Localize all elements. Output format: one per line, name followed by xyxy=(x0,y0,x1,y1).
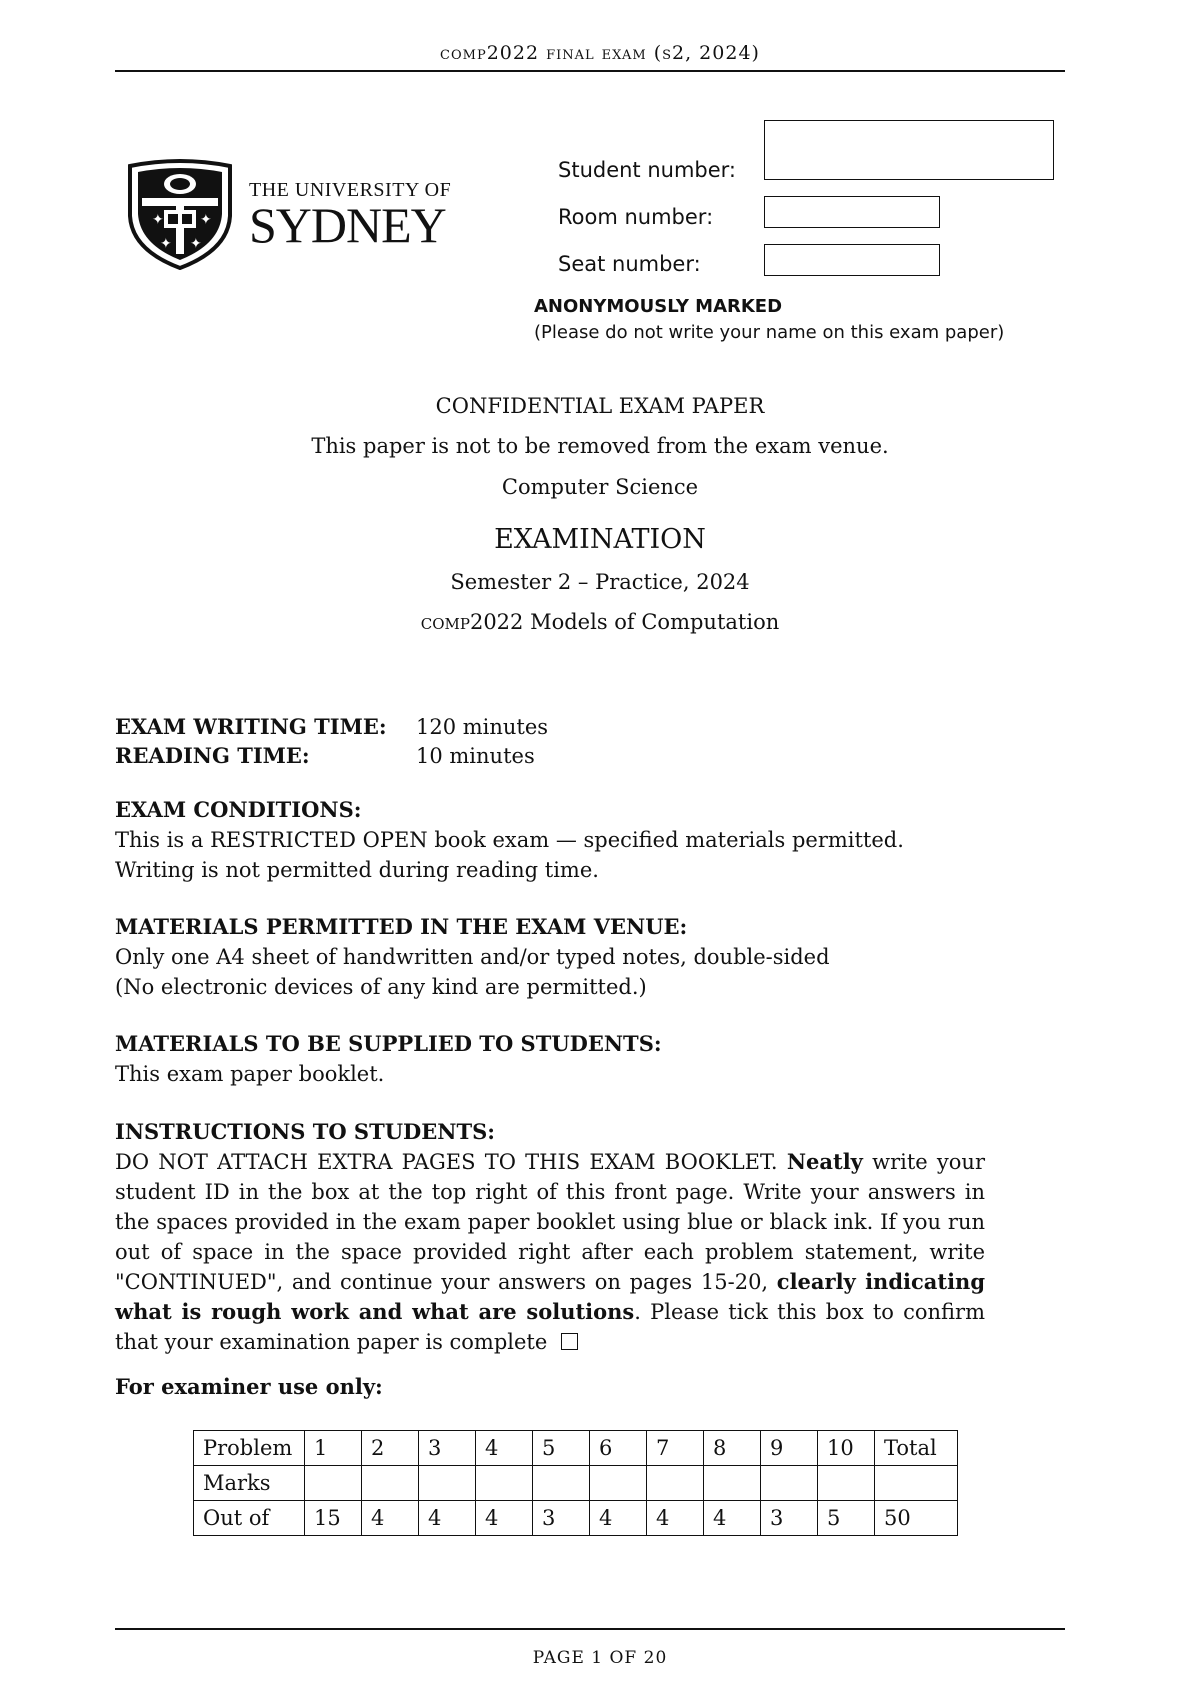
table-cell: 7 xyxy=(647,1431,704,1466)
instructions-rough-work: clearly indicating what is rough work and what are solutions xyxy=(115,1269,986,1324)
table-cell: 3 xyxy=(761,1501,818,1536)
logo-wordmark xyxy=(249,179,452,253)
marks-entry-cell[interactable] xyxy=(875,1466,958,1501)
table-cell: 50 xyxy=(875,1501,958,1536)
marks-entry-cell[interactable] xyxy=(590,1466,647,1501)
table-cell: 4 xyxy=(362,1501,419,1536)
writing-time-value: 120 minutes xyxy=(416,715,549,739)
reading-time-value: 10 minutes xyxy=(416,744,535,768)
school-name: Computer Science xyxy=(501,475,699,499)
table-cell: 4 xyxy=(590,1501,647,1536)
table-cell: 1 xyxy=(305,1431,362,1466)
confidential-heading: CONFIDENTIAL EXAM PAPER xyxy=(435,394,765,418)
marks-entry-cell[interactable] xyxy=(419,1466,476,1501)
table-cell: Marks xyxy=(194,1466,305,1501)
writing-time-label: EXAM WRITING TIME: xyxy=(115,714,387,739)
table-cell: 10 xyxy=(818,1431,875,1466)
table-cell: 15 xyxy=(305,1501,362,1536)
student-number-label: Student number: xyxy=(558,158,737,182)
instructions-paragraph xyxy=(115,1147,985,1357)
table-cell: Out of xyxy=(194,1501,305,1536)
marks-table-header-row xyxy=(194,1431,958,1466)
table-cell: 4 xyxy=(419,1501,476,1536)
instructions-heading: INSTRUCTIONS TO STUDENTS: xyxy=(115,1119,495,1144)
university-logo xyxy=(124,158,464,270)
supplied-line-1: This exam paper booklet. xyxy=(115,1062,385,1086)
instructions-part-1: DO NOT ATTACH EXTRA PAGES TO THIS EXAM BOOKLET. xyxy=(115,1150,787,1174)
svg-text:✦: ✦ xyxy=(160,236,172,252)
header-title: comp2022 final exam (s2, 2024) xyxy=(440,42,760,64)
anonymous-note: (Please do not write your name on this exam paper) xyxy=(534,322,1005,343)
table-cell: 6 xyxy=(590,1431,647,1466)
conditions-line-1: This is a RESTRICTED OPEN book exam — specified materials permitted. xyxy=(115,828,904,852)
logo-line-2: SYDNEY xyxy=(249,197,446,253)
instructions-part-5: . Please tick this box to confirm that your examination paper is complete xyxy=(115,1300,985,1354)
table-cell: Total xyxy=(875,1431,958,1466)
footer-rule xyxy=(115,1628,1065,1630)
not-removed-note: This paper is not to be removed from the exam venue. xyxy=(311,434,889,458)
exam-conditions xyxy=(115,795,985,885)
permitted-line-1: Only one A4 sheet of handwritten and/or typed notes, double-sided xyxy=(115,945,830,969)
marks-table xyxy=(193,1430,958,1536)
table-cell: 2 xyxy=(362,1431,419,1466)
svg-text:✦: ✦ xyxy=(190,236,202,252)
svg-text:✦: ✦ xyxy=(200,212,212,228)
university-crest-icon xyxy=(124,158,236,270)
examination-title: EXAMINATION xyxy=(494,524,706,555)
permitted-heading: MATERIALS PERMITTED IN THE EXAM VENUE: xyxy=(115,914,688,939)
marks-table-marks-row xyxy=(194,1466,958,1501)
reading-time-label: READING TIME: xyxy=(115,743,310,768)
table-cell: 8 xyxy=(704,1431,761,1466)
table-cell: Problem xyxy=(194,1431,305,1466)
permitted-line-2: (No electronic devices of any kind are permitted.) xyxy=(115,975,647,999)
semester-line: Semester 2 – Practice, 2024 xyxy=(450,570,750,594)
svg-text:✦: ✦ xyxy=(152,212,164,228)
logo-line-1: THE UNIVERSITY OF xyxy=(249,179,452,201)
anonymous-title: ANONYMOUSLY MARKED xyxy=(534,296,783,317)
materials-supplied xyxy=(115,1029,985,1089)
marks-entry-cell[interactable] xyxy=(818,1466,875,1501)
table-cell: 4 xyxy=(647,1501,704,1536)
table-cell: 4 xyxy=(476,1431,533,1466)
marks-entry-cell[interactable] xyxy=(305,1466,362,1501)
course-code: comp2022 xyxy=(420,610,524,634)
header-rule xyxy=(115,70,1065,72)
student-number-box[interactable] xyxy=(764,120,1054,180)
page-number: PAGE 1 OF 20 xyxy=(532,1648,668,1668)
instructions-part-3: write your student ID in the box at the top right of this front page. Write your answers in the spaces provided in the exam paper booklet using blue or black ink. If you run out of space in the space provided right after each problem statement, write "CONTINUED", and continue your answers on pages 15-20, xyxy=(115,1150,985,1294)
marks-entry-cell[interactable] xyxy=(533,1466,590,1501)
table-cell: 4 xyxy=(704,1501,761,1536)
conditions-heading: EXAM CONDITIONS: xyxy=(115,797,362,822)
marks-entry-cell[interactable] xyxy=(362,1466,419,1501)
marks-entry-cell[interactable] xyxy=(761,1466,818,1501)
marks-table-out-of-row xyxy=(194,1501,958,1536)
marks-entry-cell[interactable] xyxy=(647,1466,704,1501)
table-cell: 3 xyxy=(533,1501,590,1536)
instructions-neatly: Neatly xyxy=(786,1149,863,1174)
examiner-heading: For examiner use only: xyxy=(115,1374,383,1399)
table-cell: 5 xyxy=(818,1501,875,1536)
table-cell: 3 xyxy=(419,1431,476,1466)
table-cell: 4 xyxy=(476,1501,533,1536)
conditions-line-2: Writing is not permitted during reading time. xyxy=(115,858,599,882)
course-line xyxy=(0,610,1200,634)
seat-number-box[interactable] xyxy=(764,244,940,276)
supplied-heading: MATERIALS TO BE SUPPLIED TO STUDENTS: xyxy=(115,1031,662,1056)
course-name: Models of Computation xyxy=(530,610,780,634)
room-number-box[interactable] xyxy=(764,196,940,228)
marks-entry-cell[interactable] xyxy=(704,1466,761,1501)
completion-checkbox[interactable] xyxy=(561,1333,578,1350)
materials-permitted xyxy=(115,912,985,1002)
marks-entry-cell[interactable] xyxy=(476,1466,533,1501)
instructions xyxy=(115,1117,985,1357)
seat-number-label: Seat number: xyxy=(558,252,701,276)
table-cell: 5 xyxy=(533,1431,590,1466)
room-number-label: Room number: xyxy=(558,205,714,229)
table-cell: 9 xyxy=(761,1431,818,1466)
